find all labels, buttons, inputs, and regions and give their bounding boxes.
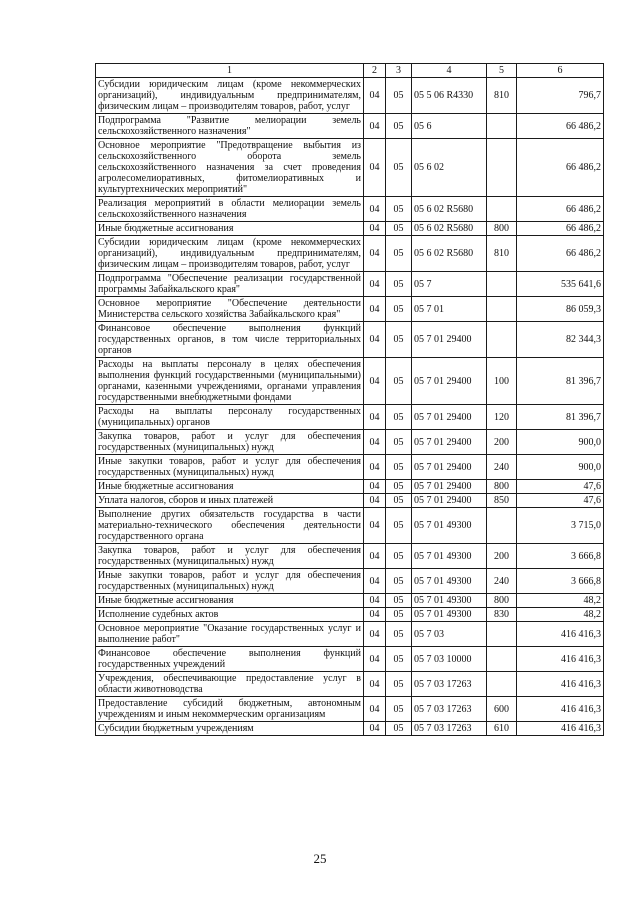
- expense-type-cell: [487, 508, 517, 544]
- amount-cell: 416 416,3: [517, 672, 604, 697]
- table-row: [96, 622, 604, 647]
- subsection-code-cell: 05: [386, 78, 412, 114]
- target-item-cell: 05 7 03 10000: [412, 647, 487, 672]
- row-name-cell: Основное мероприятие "Обеспечение деятельности Министерства сельского хозяйства Забайкальского края": [96, 297, 364, 322]
- section-code-cell: 04: [364, 594, 386, 608]
- amount-cell: 3 666,8: [517, 569, 604, 594]
- section-code-cell: 04: [364, 672, 386, 697]
- section-code-cell: 04: [364, 297, 386, 322]
- section-code-cell: 04: [364, 622, 386, 647]
- target-item-cell: 05 7 01 29400: [412, 494, 487, 508]
- table-row: [96, 672, 604, 697]
- expense-type-cell: 810: [487, 78, 517, 114]
- expense-type-cell: 200: [487, 430, 517, 455]
- subsection-code-cell: 05: [386, 494, 412, 508]
- expense-type-cell: 830: [487, 608, 517, 622]
- expense-type-cell: 200: [487, 544, 517, 569]
- target-item-cell: 05 7 03 17263: [412, 722, 487, 736]
- expense-type-cell: 240: [487, 569, 517, 594]
- row-name-cell: Иные бюджетные ассигнования: [96, 594, 364, 608]
- budget-table: [95, 63, 604, 736]
- expense-type-cell: 610: [487, 722, 517, 736]
- section-code-cell: 04: [364, 455, 386, 480]
- section-code-cell: 04: [364, 322, 386, 358]
- expense-type-cell: [487, 672, 517, 697]
- amount-cell: 416 416,3: [517, 622, 604, 647]
- table-row: [96, 544, 604, 569]
- subsection-code-cell: 05: [386, 508, 412, 544]
- table-row: [96, 494, 604, 508]
- amount-cell: 86 059,3: [517, 297, 604, 322]
- target-item-cell: 05 6 02 R5680: [412, 236, 487, 272]
- subsection-code-cell: 05: [386, 455, 412, 480]
- expense-type-cell: 850: [487, 494, 517, 508]
- section-code-cell: 04: [364, 508, 386, 544]
- row-name-cell: Расходы на выплаты персоналу в целях обеспечения выполнения функций государственными (муниципальными) органами, казенными учреждениями, органами управления государственными внебюджетными фондами: [96, 358, 364, 405]
- section-code-cell: 04: [364, 722, 386, 736]
- table-row: [96, 722, 604, 736]
- amount-cell: 3 666,8: [517, 544, 604, 569]
- section-code-cell: 04: [364, 494, 386, 508]
- row-name-cell: Подпрограмма "Обеспечение реализации государственной программы Забайкальского края": [96, 272, 364, 297]
- section-code-cell: 04: [364, 480, 386, 494]
- table-row: [96, 236, 604, 272]
- subsection-code-cell: 05: [386, 272, 412, 297]
- row-name-cell: Субсидии бюджетным учреждениям: [96, 722, 364, 736]
- amount-cell: 66 486,2: [517, 222, 604, 236]
- row-name-cell: Учреждения, обеспечивающие предоставление услуг в области животноводства: [96, 672, 364, 697]
- table-row: [96, 608, 604, 622]
- target-item-cell: 05 7 01 29400: [412, 322, 487, 358]
- row-name-cell: Иные бюджетные ассигнования: [96, 480, 364, 494]
- section-code-cell: 04: [364, 544, 386, 569]
- row-name-cell: Закупка товаров, работ и услуг для обеспечения государственных (муниципальных) нужд: [96, 544, 364, 569]
- row-name-cell: Уплата налогов, сборов и иных платежей: [96, 494, 364, 508]
- column-header: 2: [364, 64, 386, 78]
- subsection-code-cell: 05: [386, 236, 412, 272]
- row-name-cell: Подпрограмма "Развитие мелиорации земель сельскохозяйственного назначения": [96, 114, 364, 139]
- amount-cell: 81 396,7: [517, 358, 604, 405]
- amount-cell: 900,0: [517, 455, 604, 480]
- section-code-cell: 04: [364, 236, 386, 272]
- table-row: [96, 272, 604, 297]
- target-item-cell: 05 7 01 29400: [412, 430, 487, 455]
- section-code-cell: 04: [364, 197, 386, 222]
- amount-cell: 535 641,6: [517, 272, 604, 297]
- section-code-cell: 04: [364, 405, 386, 430]
- subsection-code-cell: 05: [386, 197, 412, 222]
- row-name-cell: Иные бюджетные ассигнования: [96, 222, 364, 236]
- expense-type-cell: [487, 647, 517, 672]
- table-row: [96, 222, 604, 236]
- section-code-cell: 04: [364, 222, 386, 236]
- subsection-code-cell: 05: [386, 622, 412, 647]
- amount-cell: 82 344,3: [517, 322, 604, 358]
- section-code-cell: 04: [364, 272, 386, 297]
- row-name-cell: Иные закупки товаров, работ и услуг для обеспечения государственных (муниципальных) нужд: [96, 569, 364, 594]
- table-row: [96, 114, 604, 139]
- row-name-cell: Выполнение других обязательств государства в части материально-технического обеспечения деятельности государственного органа: [96, 508, 364, 544]
- amount-cell: 66 486,2: [517, 139, 604, 197]
- target-item-cell: 05 7 01 29400: [412, 480, 487, 494]
- subsection-code-cell: 05: [386, 114, 412, 139]
- row-name-cell: Финансовое обеспечение выполнения функций государственных органов, в том числе территориальных органов: [96, 322, 364, 358]
- expense-type-cell: 600: [487, 697, 517, 722]
- target-item-cell: 05 7 01 49300: [412, 594, 487, 608]
- subsection-code-cell: 05: [386, 405, 412, 430]
- amount-cell: 48,2: [517, 594, 604, 608]
- target-item-cell: 05 7 01 29400: [412, 405, 487, 430]
- expense-type-cell: 800: [487, 594, 517, 608]
- section-code-cell: 04: [364, 430, 386, 455]
- amount-cell: 66 486,2: [517, 236, 604, 272]
- subsection-code-cell: 05: [386, 222, 412, 236]
- amount-cell: 81 396,7: [517, 405, 604, 430]
- table-row: [96, 697, 604, 722]
- table-row: [96, 297, 604, 322]
- section-code-cell: 04: [364, 139, 386, 197]
- table-row: [96, 594, 604, 608]
- expense-type-cell: [487, 322, 517, 358]
- row-name-cell: Основное мероприятие "Предотвращение выбытия из сельскохозяйственного оборота земель сельскохозяйственного назначения за счет проведения агролесомелиоративных, фитомелиоративных и культуртехнических мероприятий": [96, 139, 364, 197]
- section-code-cell: 04: [364, 647, 386, 672]
- target-item-cell: 05 6 02 R5680: [412, 222, 487, 236]
- table-row: [96, 405, 604, 430]
- subsection-code-cell: 05: [386, 594, 412, 608]
- expense-type-cell: 240: [487, 455, 517, 480]
- table-row: [96, 569, 604, 594]
- table-row: [96, 78, 604, 114]
- expense-type-cell: [487, 297, 517, 322]
- row-name-cell: Закупка товаров, работ и услуг для обеспечения государственных (муниципальных) нужд: [96, 430, 364, 455]
- row-name-cell: Расходы на выплаты персоналу государственных (муниципальных) органов: [96, 405, 364, 430]
- target-item-cell: 05 7 01 49300: [412, 508, 487, 544]
- page-number: 25: [313, 851, 327, 866]
- target-item-cell: 05 7: [412, 272, 487, 297]
- target-item-cell: 05 6: [412, 114, 487, 139]
- subsection-code-cell: 05: [386, 544, 412, 569]
- subsection-code-cell: 05: [386, 297, 412, 322]
- table-row: [96, 430, 604, 455]
- target-item-cell: 05 7 01: [412, 297, 487, 322]
- column-header: 6: [517, 64, 604, 78]
- subsection-code-cell: 05: [386, 480, 412, 494]
- target-item-cell: 05 7 03 17263: [412, 697, 487, 722]
- column-header: 3: [386, 64, 412, 78]
- expense-type-cell: 800: [487, 480, 517, 494]
- column-header: 4: [412, 64, 487, 78]
- amount-cell: 47,6: [517, 480, 604, 494]
- amount-cell: 416 416,3: [517, 647, 604, 672]
- subsection-code-cell: 05: [386, 430, 412, 455]
- section-code-cell: 04: [364, 78, 386, 114]
- table-row: [96, 197, 604, 222]
- row-name-cell: Основное мероприятие "Оказание государственных услуг и выполнение работ": [96, 622, 364, 647]
- table-row: [96, 508, 604, 544]
- subsection-code-cell: 05: [386, 722, 412, 736]
- section-code-cell: 04: [364, 569, 386, 594]
- section-code-cell: 04: [364, 114, 386, 139]
- expense-type-cell: [487, 272, 517, 297]
- subsection-code-cell: 05: [386, 139, 412, 197]
- target-item-cell: 05 7 01 49300: [412, 544, 487, 569]
- column-header: 1: [96, 64, 364, 78]
- expense-type-cell: 810: [487, 236, 517, 272]
- table-row: [96, 139, 604, 197]
- amount-cell: 66 486,2: [517, 114, 604, 139]
- amount-cell: 416 416,3: [517, 722, 604, 736]
- row-name-cell: Финансовое обеспечение выполнения функций государственных учреждений: [96, 647, 364, 672]
- table-header-row: [96, 64, 604, 78]
- expense-type-cell: [487, 197, 517, 222]
- target-item-cell: 05 6 02 R5680: [412, 197, 487, 222]
- section-code-cell: 04: [364, 697, 386, 722]
- amount-cell: 900,0: [517, 430, 604, 455]
- expense-type-cell: [487, 114, 517, 139]
- row-name-cell: Субсидии юридическим лицам (кроме некоммерческих организаций), индивидуальным предпринимателям, физическим лицам – производителям товаров, работ, услуг: [96, 236, 364, 272]
- section-code-cell: 04: [364, 358, 386, 405]
- amount-cell: 48,2: [517, 608, 604, 622]
- expense-type-cell: 800: [487, 222, 517, 236]
- expense-type-cell: 120: [487, 405, 517, 430]
- table-row: [96, 358, 604, 405]
- expense-type-cell: 100: [487, 358, 517, 405]
- row-name-cell: Исполнение судебных актов: [96, 608, 364, 622]
- table-row: [96, 480, 604, 494]
- amount-cell: 3 715,0: [517, 508, 604, 544]
- table-row: [96, 322, 604, 358]
- subsection-code-cell: 05: [386, 569, 412, 594]
- row-name-cell: Субсидии юридическим лицам (кроме некоммерческих организаций), индивидуальным предпринимателям, физическим лицам – производителям товаров, работ, услуг: [96, 78, 364, 114]
- expense-type-cell: [487, 622, 517, 647]
- target-item-cell: 05 6 02: [412, 139, 487, 197]
- amount-cell: 47,6: [517, 494, 604, 508]
- amount-cell: 796,7: [517, 78, 604, 114]
- amount-cell: 416 416,3: [517, 697, 604, 722]
- subsection-code-cell: 05: [386, 322, 412, 358]
- target-item-cell: 05 5 06 R4330: [412, 78, 487, 114]
- subsection-code-cell: 05: [386, 672, 412, 697]
- amount-cell: 66 486,2: [517, 197, 604, 222]
- target-item-cell: 05 7 03: [412, 622, 487, 647]
- row-name-cell: Реализация мероприятий в области мелиорации земель сельскохозяйственного назначения: [96, 197, 364, 222]
- subsection-code-cell: 05: [386, 697, 412, 722]
- row-name-cell: Иные закупки товаров, работ и услуг для обеспечения государственных (муниципальных) нужд: [96, 455, 364, 480]
- row-name-cell: Предоставление субсидий бюджетным, автономным учреждениям и иным некоммерческим организациям: [96, 697, 364, 722]
- subsection-code-cell: 05: [386, 647, 412, 672]
- table-row: [96, 455, 604, 480]
- target-item-cell: 05 7 01 29400: [412, 358, 487, 405]
- section-code-cell: 04: [364, 608, 386, 622]
- subsection-code-cell: 05: [386, 608, 412, 622]
- target-item-cell: 05 7 01 49300: [412, 569, 487, 594]
- target-item-cell: 05 7 01 29400: [412, 455, 487, 480]
- expense-type-cell: [487, 139, 517, 197]
- subsection-code-cell: 05: [386, 358, 412, 405]
- target-item-cell: 05 7 03 17263: [412, 672, 487, 697]
- table-row: [96, 647, 604, 672]
- target-item-cell: 05 7 01 49300: [412, 608, 487, 622]
- column-header: 5: [487, 64, 517, 78]
